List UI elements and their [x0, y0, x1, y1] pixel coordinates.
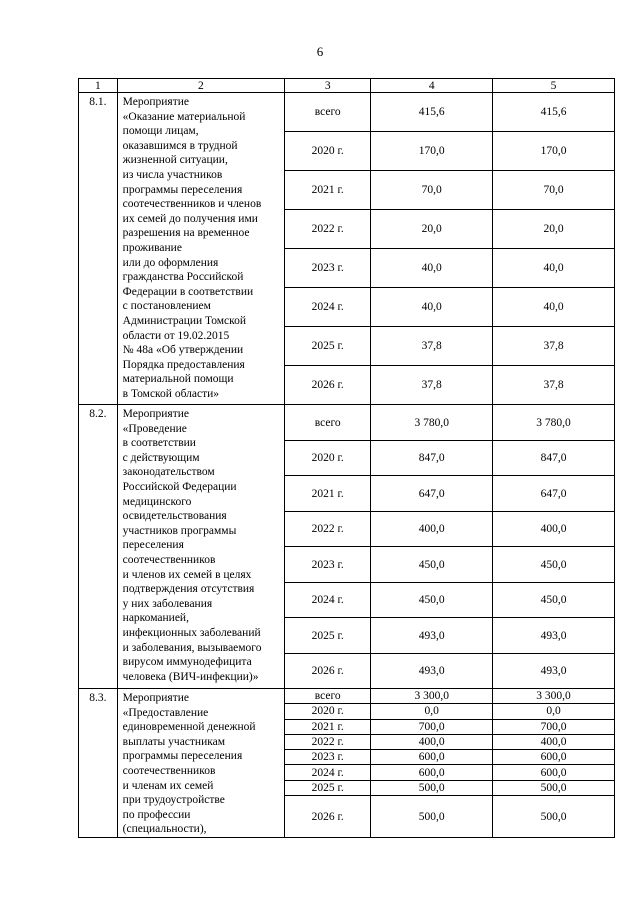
value-col4-cell: 40,0 [371, 249, 493, 288]
description-line: из числа участников [122, 168, 223, 181]
description-line: наркоманией, [122, 612, 189, 625]
value-col5-cell: 3 300,0 [493, 689, 615, 704]
item-number: 8.1. [79, 93, 118, 405]
value-col5-cell: 37,8 [493, 366, 615, 405]
year-cell: 2022 г. [285, 512, 371, 547]
year-cell: 2021 г. [285, 719, 371, 734]
value-col5-cell: 600,0 [493, 750, 615, 765]
program-activities-table [78, 78, 615, 838]
description-line: (специальности), [122, 823, 207, 836]
description-line: единовременной денежной [122, 721, 256, 734]
value-col4-cell: 40,0 [371, 288, 493, 327]
col-header-2: 2 [117, 79, 284, 93]
description-line: Администрации Томской [122, 314, 247, 327]
year-cell: 2026 г. [285, 796, 371, 838]
value-col4-cell: 37,8 [371, 366, 493, 405]
value-col4-cell: 3 780,0 [371, 405, 493, 441]
description-line: законодательством [122, 466, 215, 479]
value-col4-cell: 37,8 [371, 327, 493, 366]
description-line: и членов их семей в целях [122, 568, 252, 581]
value-col4-cell: 400,0 [371, 512, 493, 547]
description-line: их семей до получения ими [122, 212, 258, 225]
description-line: Порядка предоставления [122, 358, 245, 371]
value-col4-cell: 493,0 [371, 654, 493, 689]
description-line: гражданства Российской [122, 271, 244, 284]
description-line: с постановлением [122, 300, 211, 313]
value-col5-cell: 493,0 [493, 618, 615, 654]
value-col5-cell: 0,0 [493, 704, 615, 719]
value-col4-cell: 647,0 [371, 476, 493, 512]
value-col5-cell: 415,6 [493, 93, 615, 132]
description-line: Федерации в соответствии [122, 285, 254, 298]
description-line: инфекционных заболеваний [122, 626, 261, 639]
value-col4-cell: 700,0 [371, 719, 493, 734]
description-line: человека (ВИЧ-инфекции)» [122, 670, 259, 683]
column-number-row [79, 79, 615, 93]
value-col4-cell: 500,0 [371, 796, 493, 838]
year-cell: 2026 г. [285, 366, 371, 405]
description-line: переселения [122, 539, 184, 552]
table-row [79, 405, 615, 441]
value-col5-cell: 450,0 [493, 547, 615, 583]
year-cell: 2025 г. [285, 618, 371, 654]
value-col4-cell: 0,0 [371, 704, 493, 719]
value-col5-cell: 600,0 [493, 765, 615, 780]
year-cell: 2023 г. [285, 750, 371, 765]
description-line: Мероприятие [122, 96, 189, 108]
value-col4-cell: 20,0 [371, 210, 493, 249]
value-col5-cell: 500,0 [493, 780, 615, 795]
value-col4-cell: 847,0 [371, 441, 493, 476]
year-cell: 2022 г. [285, 210, 371, 249]
value-col5-cell: 40,0 [493, 288, 615, 327]
description-line: проживание [122, 241, 182, 254]
year-cell: 2025 г. [285, 780, 371, 795]
value-col4-cell: 70,0 [371, 171, 493, 210]
value-col4-cell: 450,0 [371, 583, 493, 618]
value-col4-cell: 500,0 [371, 780, 493, 795]
description-line: подтверждения отсутствия [122, 583, 255, 596]
value-col4-cell: 493,0 [371, 618, 493, 654]
value-col5-cell: 400,0 [493, 734, 615, 749]
description-line: в соответствии [122, 437, 196, 450]
description-line: материальной помощи [122, 373, 234, 386]
value-col5-cell: 37,8 [493, 327, 615, 366]
description-line: соотечественников [122, 764, 216, 777]
description-line: программы переселения [122, 183, 243, 196]
value-col5-cell: 70,0 [493, 171, 615, 210]
value-col5-cell: 847,0 [493, 441, 615, 476]
description-line: освидетельствования [122, 510, 227, 523]
year-cell: 2022 г. [285, 734, 371, 749]
description-line: Мероприятие [122, 408, 189, 420]
description-line: и заболевания, вызываемого [122, 641, 262, 654]
value-col5-cell: 647,0 [493, 476, 615, 512]
year-cell: 2024 г. [285, 288, 371, 327]
value-col5-cell: 493,0 [493, 654, 615, 689]
description-line: и членам их семей [122, 779, 214, 792]
value-col4-cell: 3 300,0 [371, 689, 493, 704]
year-cell: 2026 г. [285, 654, 371, 689]
col-header-5: 5 [493, 79, 615, 93]
table-row [79, 689, 615, 704]
item-description [117, 405, 284, 689]
value-col5-cell: 170,0 [493, 132, 615, 171]
description-line: Российской Федерации [122, 480, 237, 493]
description-line: помощи лицам, [122, 125, 199, 138]
year-cell: всего [285, 93, 371, 132]
description-line: соотечественников [122, 553, 216, 566]
description-line: разрешения на временное [122, 227, 250, 240]
value-col4-cell: 415,6 [371, 93, 493, 132]
year-cell: 2023 г. [285, 547, 371, 583]
description-line: при трудоустройстве [122, 794, 225, 807]
value-col5-cell: 450,0 [493, 583, 615, 618]
value-col5-cell: 500,0 [493, 796, 615, 838]
description-line: области от 19.02.2015 [122, 329, 230, 342]
description-line: «Предоставление [122, 706, 209, 719]
description-line: или до оформления [122, 256, 219, 269]
year-cell: 2024 г. [285, 765, 371, 780]
col-header-1: 1 [79, 79, 118, 93]
description-line: № 48а «Об утверждении [122, 344, 244, 357]
year-cell: 2021 г. [285, 171, 371, 210]
year-cell: 2021 г. [285, 476, 371, 512]
description-line: «Оказание материальной [122, 110, 246, 123]
value-col5-cell: 700,0 [493, 719, 615, 734]
description-line: по профессии [122, 808, 191, 821]
description-line: Мероприятие [122, 692, 189, 704]
description-line: соотечественников и членов [122, 198, 262, 211]
value-col5-cell: 20,0 [493, 210, 615, 249]
value-col5-cell: 400,0 [493, 512, 615, 547]
description-line: оказавшимся в трудной [122, 139, 238, 152]
value-col5-cell: 40,0 [493, 249, 615, 288]
year-cell: 2020 г. [285, 132, 371, 171]
year-cell: всего [285, 405, 371, 441]
description-line: программы переселения [122, 750, 243, 763]
description-line: «Проведение [122, 422, 187, 435]
description-line: у них заболевания [122, 597, 213, 610]
value-col5-cell: 3 780,0 [493, 405, 615, 441]
page-number: 6 [316, 44, 324, 59]
value-col4-cell: 600,0 [371, 765, 493, 780]
value-col4-cell: 450,0 [371, 547, 493, 583]
year-cell: 2023 г. [285, 249, 371, 288]
table-row [79, 93, 615, 132]
year-cell: 2024 г. [285, 583, 371, 618]
item-number: 8.3. [79, 689, 118, 838]
year-cell: всего [285, 689, 371, 704]
description-line: жизненной ситуации, [122, 154, 228, 167]
description-line: медицинского [122, 495, 192, 508]
year-cell: 2020 г. [285, 441, 371, 476]
description-line: выплаты участникам [122, 735, 226, 748]
col-header-3: 3 [285, 79, 371, 93]
item-description [117, 93, 284, 405]
value-col4-cell: 600,0 [371, 750, 493, 765]
value-col4-cell: 400,0 [371, 734, 493, 749]
description-line: с действующим [122, 451, 200, 464]
item-description [117, 689, 284, 838]
col-header-4: 4 [371, 79, 493, 93]
year-cell: 2025 г. [285, 327, 371, 366]
value-col4-cell: 170,0 [371, 132, 493, 171]
description-line: участников программы [122, 524, 237, 537]
description-line: в Томской области» [122, 387, 220, 400]
year-cell: 2020 г. [285, 704, 371, 719]
description-line: вирусом иммунодефицита [122, 656, 252, 669]
item-number: 8.2. [79, 405, 118, 689]
